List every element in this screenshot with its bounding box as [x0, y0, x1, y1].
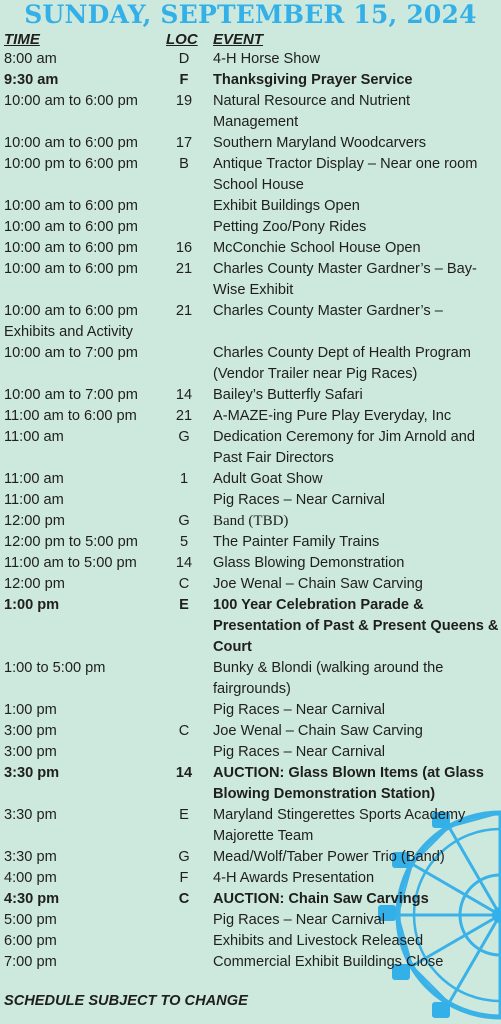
event-time: 11:00 am	[4, 471, 64, 487]
event-location: 5	[179, 534, 189, 550]
event-name: Mead/Wolf/Taber Power Trio (Band)	[213, 849, 445, 865]
event-time: 11:00 am	[4, 492, 64, 508]
schedule-row	[0, 49, 501, 70]
event-name: Exhibit Buildings Open	[213, 198, 360, 214]
event-location: B	[179, 156, 189, 172]
event-name: AUCTION: Chain Saw Carvings	[213, 891, 429, 907]
schedule-row	[0, 532, 501, 553]
event-name: 4-H Horse Show	[213, 51, 321, 67]
event-time: 11:00 am to 5:00 pm	[4, 555, 137, 571]
event-time: 10:00 pm to 6:00 pm	[4, 156, 138, 172]
schedule-row	[0, 553, 501, 574]
page-title: SUNDAY, SEPTEMBER 15, 2024	[24, 0, 477, 29]
event-name: Bunky & Blondi (walking around the fairgrounds)	[213, 660, 444, 697]
event-name: Thanksgiving Prayer Service	[213, 72, 413, 88]
event-time: 8:00 am	[4, 51, 57, 67]
schedule-note: SCHEDULE SUBJECT TO CHANGE	[4, 993, 248, 1009]
event-time: 9:30 am	[4, 72, 59, 88]
event-location: 19	[175, 93, 193, 109]
event-location: C	[178, 891, 190, 907]
event-time: 1:00 pm	[4, 597, 60, 613]
schedule-row	[0, 700, 501, 721]
event-location: 14	[175, 555, 193, 571]
event-location: F	[179, 72, 189, 88]
event-name: Joe Wenal – Chain Saw Carving	[213, 723, 423, 739]
schedule-row	[0, 196, 501, 217]
schedule-row	[0, 91, 501, 133]
schedule-row	[0, 133, 501, 154]
schedule-row	[0, 427, 501, 469]
schedule-row	[0, 763, 501, 805]
schedule-row	[0, 847, 501, 868]
schedule-row	[0, 406, 501, 427]
schedule-row	[0, 301, 501, 322]
event-location: 17	[175, 135, 193, 151]
event-name-continuation	[0, 322, 501, 343]
event-name: Pig Races – Near Carnival	[213, 702, 385, 718]
event-time: 12:00 pm	[4, 513, 65, 529]
event-name: Charles County Master Gardner’s –	[213, 303, 443, 319]
event-time: 10:00 am to 6:00 pm	[4, 261, 138, 277]
schedule-row	[0, 931, 501, 952]
schedule-row	[0, 469, 501, 490]
column-header-time: TIME	[4, 31, 40, 48]
event-name: Band (TBD)	[213, 513, 289, 529]
event-location: C	[178, 723, 190, 739]
event-name: Natural Resource and Nutrient Management	[213, 93, 411, 130]
event-location: G	[178, 429, 190, 445]
schedule-row	[0, 511, 501, 532]
event-name: 4-H Awards Presentation	[213, 870, 375, 886]
event-location: 21	[175, 408, 193, 424]
event-name: Commercial Exhibit Buildings Close	[213, 954, 444, 970]
event-time: 7:00 pm	[4, 954, 57, 970]
event-time: 10:00 am to 6:00 pm	[4, 93, 138, 109]
event-name: Charles County Dept of Health Program (Vendor Trailer near Pig Races)	[213, 345, 471, 382]
event-name: Joe Wenal – Chain Saw Carving	[213, 576, 423, 592]
event-name: Pig Races – Near Carnival	[213, 492, 385, 508]
schedule-row	[0, 574, 501, 595]
event-location: E	[179, 597, 189, 613]
event-time: 10:00 am to 6:00 pm	[4, 240, 138, 256]
event-name: Glass Blowing Demonstration	[213, 555, 405, 571]
event-location: 21	[175, 303, 193, 319]
event-time: 1:00 pm	[4, 702, 57, 718]
event-name: Bailey’s Butterfly Safari	[213, 387, 363, 403]
schedule-row	[0, 805, 501, 847]
schedule-row	[0, 910, 501, 931]
event-time: 12:00 pm to 5:00 pm	[4, 534, 138, 550]
column-header-event: EVENT	[213, 31, 264, 48]
event-location: 14	[175, 765, 193, 781]
schedule-row	[0, 154, 501, 196]
event-name: Exhibits and Livestock Released	[213, 933, 424, 949]
event-time: 10:00 am to 6:00 pm	[4, 198, 138, 214]
event-time: 6:00 pm	[4, 933, 57, 949]
schedule-row	[0, 889, 501, 910]
event-name: Petting Zoo/Pony Rides	[213, 219, 367, 235]
event-time: 12:00 pm	[4, 576, 65, 592]
schedule-row	[0, 259, 501, 301]
event-time: 3:30 pm	[4, 765, 60, 781]
schedule-row	[0, 658, 501, 700]
event-time: 10:00 am to 7:00 pm	[4, 345, 138, 361]
schedule-row	[0, 70, 501, 91]
event-time: 11:00 am to 6:00 pm	[4, 408, 137, 424]
event-location: G	[178, 849, 190, 865]
event-time: 3:30 pm	[4, 807, 57, 823]
event-time: 3:00 pm	[4, 744, 57, 760]
schedule-row	[0, 490, 501, 511]
event-time: 5:00 pm	[4, 912, 57, 928]
event-location: 1	[179, 471, 189, 487]
schedule-row	[0, 952, 501, 973]
schedule-row	[0, 385, 501, 406]
schedule-row	[0, 343, 501, 385]
schedule-row	[0, 238, 501, 259]
event-time: 10:00 am to 6:00 pm	[4, 219, 138, 235]
event-time: 10:00 am to 6:00 pm	[4, 303, 138, 319]
event-time: 4:30 pm	[4, 891, 60, 907]
event-location: G	[178, 513, 190, 529]
event-time: 10:00 am to 7:00 pm	[4, 387, 138, 403]
continuation-text: Exhibits and Activity	[4, 324, 133, 340]
event-name: A-MAZE-ing Pure Play Everyday, Inc	[213, 408, 452, 424]
event-name: Maryland Stingerettes Sports Academy Majorette Team	[213, 807, 466, 844]
schedule-row	[0, 595, 501, 658]
schedule-row	[0, 217, 501, 238]
event-time: 1:00 to 5:00 pm	[4, 660, 106, 676]
event-name: Southern Maryland Woodcarvers	[213, 135, 427, 151]
column-header-loc: LOC	[166, 31, 198, 48]
event-time: 4:00 pm	[4, 870, 57, 886]
event-location: 21	[175, 261, 193, 277]
event-name: Antique Tractor Display – Near one room School House	[213, 156, 478, 193]
event-time: 10:00 am to 6:00 pm	[4, 135, 138, 151]
schedule-row	[0, 742, 501, 763]
schedule-list	[0, 49, 501, 973]
event-name: 100 Year Celebration Parade & Presentation of Past & Present Queens & Court	[213, 597, 499, 655]
event-location: D	[178, 51, 190, 67]
event-location: 16	[175, 240, 193, 256]
event-name: Dedication Ceremony for Jim Arnold and Past Fair Directors	[213, 429, 476, 466]
event-name: AUCTION: Glass Blown Items (at Glass Blowing Demonstration Station)	[213, 765, 484, 802]
event-name: Pig Races – Near Carnival	[213, 744, 385, 760]
event-location: F	[179, 870, 189, 886]
event-location: 14	[175, 387, 193, 403]
event-name: McConchie School House Open	[213, 240, 421, 256]
schedule-row	[0, 868, 501, 889]
event-name: The Painter Family Trains	[213, 534, 380, 550]
event-name: Adult Goat Show	[213, 471, 323, 487]
event-location: E	[179, 807, 189, 823]
schedule-row	[0, 721, 501, 742]
event-time: 3:00 pm	[4, 723, 57, 739]
event-location: C	[178, 576, 190, 592]
event-name: Charles County Master Gardner’s – Bay-Wise Exhibit	[213, 261, 477, 298]
event-time: 11:00 am	[4, 429, 64, 445]
event-name: Pig Races – Near Carnival	[213, 912, 385, 928]
event-time: 3:30 pm	[4, 849, 57, 865]
